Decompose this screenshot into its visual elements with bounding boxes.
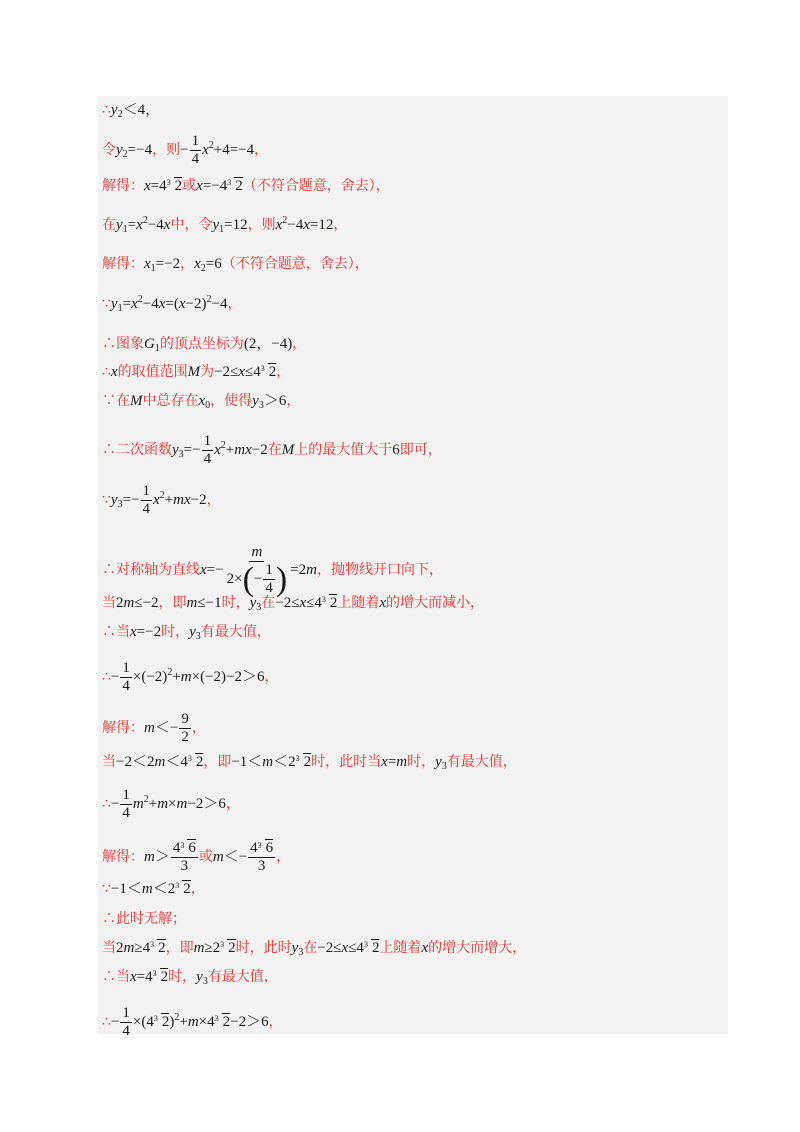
text: （不符合题意，舍去）， <box>242 178 390 194</box>
text: 解得： <box>102 848 144 865</box>
line-20 <box>102 880 205 898</box>
text: 上的最大值大于 <box>294 441 393 458</box>
text: ，抛物线开口向下， <box>317 561 443 578</box>
math-expr: M <box>187 364 201 380</box>
math-expr: m＜− $\frac{9}{2}$ <box>144 711 189 745</box>
text: 令 <box>102 141 116 158</box>
text: ，即 <box>203 754 232 770</box>
text: 时， <box>407 754 436 770</box>
text: ， <box>190 881 205 897</box>
text: （不符合题意，舍去）， <box>221 256 369 272</box>
line-4 <box>102 216 347 234</box>
text: 在 <box>102 217 116 233</box>
text: ∵在 <box>102 393 130 409</box>
math-expr: 2m≥4 3 2 <box>116 940 166 956</box>
math-expr: $y_3$ <box>249 595 262 613</box>
math-expr: $x^2-4x=12$ <box>275 215 334 233</box>
text: 时， <box>161 624 190 640</box>
math-expr: x <box>379 595 387 611</box>
line-15 <box>102 660 279 695</box>
math-expr: m≥2 3 2 <box>193 940 236 956</box>
math-expr: x=−4 3 2 <box>196 178 243 194</box>
text: 解得： <box>102 719 144 736</box>
math-expr: −2≤x≤4 3 2 <box>275 595 338 611</box>
line-5 <box>102 255 369 273</box>
text: 时， <box>168 969 197 985</box>
math-expr: −2＜2m＜4 3 2 <box>116 754 204 770</box>
text: ， <box>206 491 221 508</box>
math-expr: −1＜m＜2 3 2 <box>231 754 312 770</box>
text: 在 <box>303 940 318 956</box>
therefore-symbol: ∴ <box>102 795 111 812</box>
therefore-symbol: ∴ <box>102 668 111 685</box>
math-expr: $y_2<4$， <box>110 102 161 120</box>
line-13 <box>102 594 484 612</box>
line-11 <box>102 483 221 518</box>
text: 有最大值， <box>446 754 517 770</box>
math-expr: $x_1=-2$ <box>144 256 181 274</box>
text: ， <box>225 795 240 812</box>
text: 解得： <box>102 256 144 272</box>
math-expr: −1＜m＜2 3 2 <box>110 881 191 897</box>
math-expr: $y_3$ <box>189 624 201 642</box>
text: ∴当 <box>102 624 130 640</box>
math-expr: $x_0$ <box>198 393 211 411</box>
text: 在 <box>267 441 282 458</box>
text: 有最大值， <box>207 969 278 985</box>
math-expr: 6 <box>392 441 400 458</box>
text: ，即 <box>165 940 194 956</box>
text: ， <box>180 256 195 272</box>
text: 当 <box>102 595 116 611</box>
math-expr: $y_1=x^2-4x=(x-2)^2-4$ <box>110 294 228 314</box>
therefore-symbol: ∴ <box>102 102 111 118</box>
text: 的顶点坐标为 <box>159 336 244 352</box>
line-3 <box>102 177 390 195</box>
line-16 <box>102 711 206 746</box>
text: ， <box>276 848 291 865</box>
math-expr: − $\frac{1}{4}$ $\times(-2)^2+m\times(-2)-2>6$ <box>110 660 265 694</box>
line-8 <box>102 363 290 381</box>
line-17 <box>102 753 517 771</box>
text: ， <box>333 217 348 233</box>
text: 时，此时 <box>235 940 292 956</box>
math-expr: −2≤x≤4 3 2 <box>317 940 380 956</box>
text: ∴二次函数 <box>102 441 172 458</box>
text: ， <box>227 296 242 312</box>
line-14 <box>102 623 271 641</box>
text: 为 <box>200 364 215 380</box>
text: 上随着 <box>379 940 422 956</box>
math-expr: x <box>421 940 429 956</box>
text: ， <box>276 364 291 380</box>
text: 有最大值， <box>200 624 271 640</box>
text: 时，此时当 <box>311 754 382 770</box>
text: 的取值范围 <box>117 364 188 380</box>
math-expr: $y_3$ <box>291 940 304 958</box>
text: ， <box>191 719 206 736</box>
therefore-symbol: ∴ <box>102 1013 111 1030</box>
text: ∴此时无解； <box>102 911 186 927</box>
line-10 <box>102 433 442 468</box>
text: ，则 <box>152 141 181 158</box>
math-expr: $y_1=x^2-4x$ <box>116 215 171 235</box>
line-23 <box>102 968 278 986</box>
math-expr: 2m≤−2 <box>116 595 159 611</box>
math-expr: x=4 3 2 <box>144 178 183 194</box>
math-expr: − $\frac{1}{4}$ $m^2+m\times m-2>6$ <box>110 787 226 821</box>
because-symbol: ∵ <box>102 296 111 312</box>
math-expr: x <box>110 364 118 380</box>
line-18 <box>102 787 240 822</box>
line-12 <box>102 544 443 597</box>
text: 即可， <box>399 441 442 458</box>
line-21 <box>102 910 186 928</box>
text: ，即 <box>158 595 187 611</box>
because-symbol: ∵ <box>102 491 111 508</box>
math-expr: M <box>130 393 143 409</box>
text: ， <box>254 141 269 158</box>
text: 在 <box>261 595 276 611</box>
math-expr: m＜− 4 3 6 3 <box>212 840 274 874</box>
math-expr: − $\frac{1}{4}$ $x^2+4=-4$ <box>180 133 255 167</box>
math-expr: m＞ 4 3 6 3 <box>144 840 196 874</box>
text: ， <box>264 668 279 685</box>
math-expr: m≤−1 <box>186 595 222 611</box>
because-symbol: ∵ <box>102 881 111 897</box>
text: 时， <box>221 595 250 611</box>
text: 中，令 <box>170 217 213 233</box>
math-expr: x=4 3 2 <box>130 969 169 985</box>
math-expr: − $\frac{1}{4}$ ×(4 3 2)$^2$+m×4 3 2−2＞6 <box>110 1005 269 1039</box>
math-expr: x=− m 2× ( − $\frac{1}{4}$ ) =2m <box>200 544 317 598</box>
text: ， <box>268 1013 283 1030</box>
line-6 <box>102 295 241 313</box>
text: 上随着 <box>337 595 380 611</box>
math-expr: $y_3=-$ $\frac{1}{4}$ $x^2+mx-2$ <box>172 433 268 467</box>
text: 解得： <box>102 178 144 194</box>
math-expr: $x_2=6$ <box>194 256 222 274</box>
text: ，则 <box>247 217 276 233</box>
text: 当 <box>102 940 116 956</box>
text: 或 <box>182 178 197 194</box>
math-expr: $y_3$ <box>196 969 208 987</box>
text: 的增大而增大， <box>428 940 527 956</box>
text: ∴当 <box>102 969 130 985</box>
math-expr: $y_3>6$ <box>252 393 287 411</box>
math-expr: M <box>281 441 295 458</box>
text: 中总存在 <box>142 393 199 409</box>
text: 的增大而减小， <box>386 595 485 611</box>
therefore-symbol: ∴ <box>102 364 111 380</box>
line-19 <box>102 840 290 875</box>
line-1 <box>102 101 160 119</box>
math-expr: −2≤x≤4 3 2 <box>214 364 277 380</box>
line-7 <box>102 335 306 353</box>
text: ∴图象 <box>102 336 144 352</box>
text: ，使得 <box>210 393 253 409</box>
math-expr: x=−2 <box>130 624 162 640</box>
line-9 <box>102 392 300 410</box>
text: ， <box>292 336 307 352</box>
math-expr: (2，−4) <box>243 336 293 352</box>
math-expr: $y_3=-$ $\frac{1}{4}$ $x^2+mx-2$ <box>110 483 207 517</box>
math-expr: $y_2=-4$ <box>116 141 153 160</box>
math-expr: x=m <box>381 754 408 770</box>
text: ∴对称轴为直线 <box>102 561 200 578</box>
text: 或 <box>198 848 213 865</box>
text: ， <box>286 393 301 409</box>
math-expr: $G_1$ <box>144 336 160 354</box>
math-expr: $y_1=12$ <box>212 217 248 235</box>
text: 当 <box>102 754 116 770</box>
line-24 <box>102 1005 283 1040</box>
line-22 <box>102 939 526 957</box>
line-2 <box>102 133 268 168</box>
math-expr: $y_3$ <box>435 754 447 772</box>
